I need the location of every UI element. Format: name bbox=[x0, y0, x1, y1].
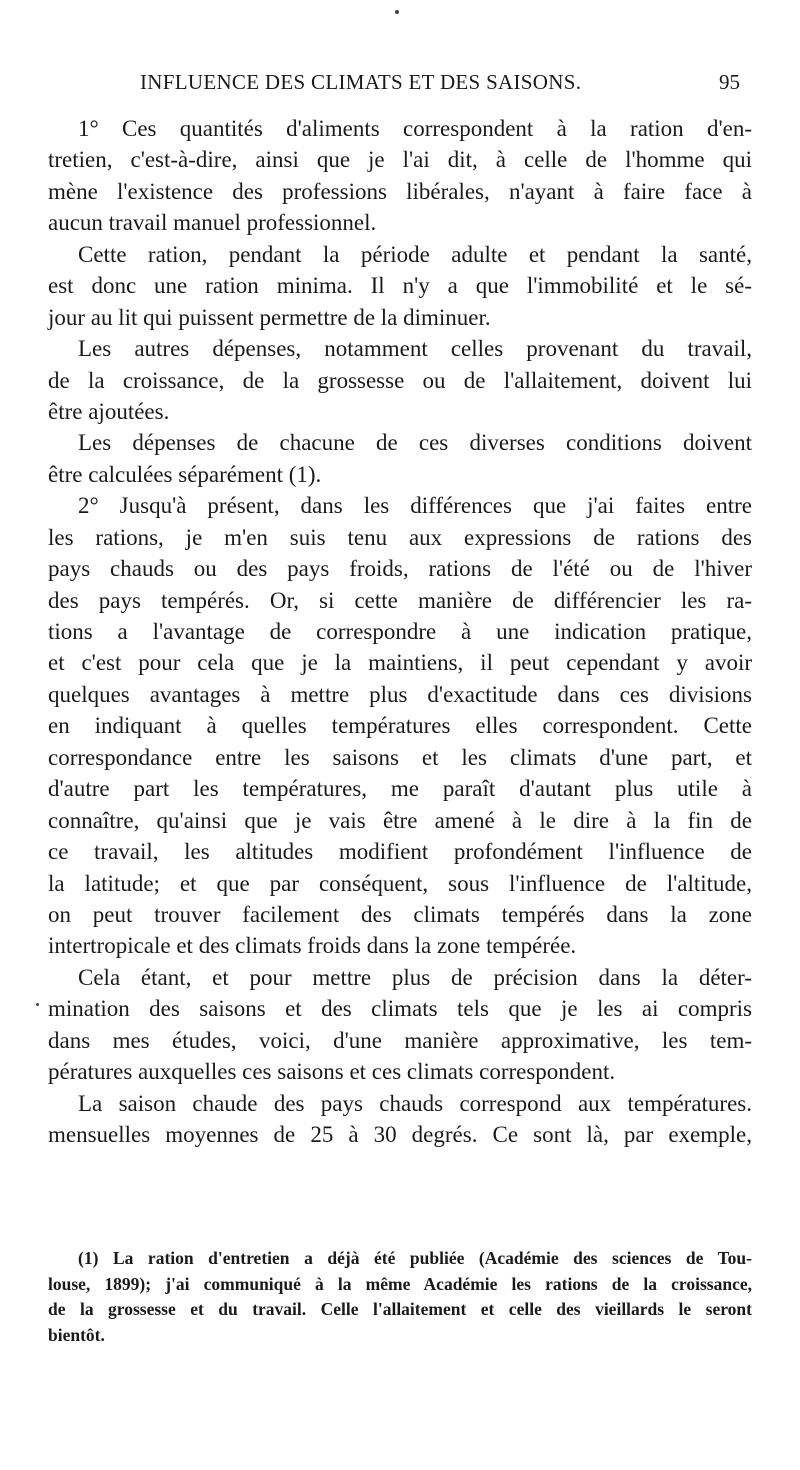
text-line: de la croissance, de la grossesse ou de l'allaitement, doivent lui bbox=[48, 367, 752, 393]
text-line: ce travail, les altitudes modifient profondément l'influence de bbox=[48, 839, 752, 865]
ink-speck bbox=[395, 10, 399, 14]
text-line: connaître, qu'ainsi que je vais être amené à le dire à la fin de bbox=[48, 807, 752, 833]
text-line: Les autres dépenses, notamment celles provenant du travail, bbox=[78, 336, 752, 362]
text-line: mination des saisons et des climats tels que je les ai compris bbox=[48, 996, 752, 1022]
text-line: aucun travail manuel professionnel. bbox=[48, 210, 377, 236]
text-line: et c'est pour cela que je la maintiens, il peut cependant y avoir bbox=[48, 650, 752, 676]
text-line: dans mes études, voici, d'une manière approximative, les tem- bbox=[48, 1027, 752, 1053]
text-line: on peut trouver facilement des climats tempérés dans la zone bbox=[48, 901, 752, 927]
text-line: 2° Jusqu'à présent, dans les différences que j'ai faites entre bbox=[78, 493, 752, 519]
text-line: jour au lit qui puissent permettre de la diminuer. bbox=[48, 304, 491, 330]
text-line: être ajoutées. bbox=[48, 398, 170, 424]
text-line: des pays tempérés. Or, si cette manière de différencier les ra- bbox=[48, 587, 752, 613]
text-line: correspondance entre les saisons et les climats d'une part, et bbox=[48, 744, 752, 770]
text-line: tretien, c'est-à-dire, ainsi que je l'ai dit, à celle de l'homme qui bbox=[48, 147, 752, 173]
text-line: d'autre part les températures, me paraît d'autant plus utile à bbox=[48, 776, 752, 802]
text-line: tions a l'avantage de correspondre à une indication pratique, bbox=[48, 619, 752, 644]
text-line: mène l'existence des professions libérales, n'ayant à faire face à bbox=[48, 178, 752, 204]
footnote-line: de la grossesse et du travail. Celle l'allaitement et celle des vieillards le seront bbox=[48, 1299, 752, 1319]
ink-speck bbox=[36, 1003, 39, 1006]
text-line: la latitude; et que par conséquent, sous l'influence de l'altitude, bbox=[48, 870, 752, 896]
running-head: INFLUENCE DES CLIMATS ET DES SAISONS. bbox=[140, 70, 582, 94]
footnote-line: (1) La ration d'entretien a déjà été publiée (Académie des sciences de Tou- bbox=[78, 1248, 752, 1268]
page-number: 95 bbox=[719, 70, 740, 94]
footnote-line: bientôt. bbox=[48, 1324, 105, 1345]
text-line: intertropicale et des climats froids dans la zone tempérée. bbox=[48, 933, 577, 959]
text-line: mensuelles moyennes de 25 à 30 degrés. Ce sont là, par exemple, bbox=[48, 1122, 752, 1147]
text-line: en indiquant à quelles températures elles correspondent. Cette bbox=[48, 713, 752, 739]
text-line: les rations, je m'en suis tenu aux expressions de rations des bbox=[48, 524, 752, 550]
text-line: Cette ration, pendant la période adulte et pendant la santé, bbox=[78, 241, 752, 267]
text-line: Les dépenses de chacune de ces diverses conditions doivent bbox=[78, 430, 752, 456]
footnote-line: louse, 1899); j'ai communiqué à la même Académie les rations de la croissance, bbox=[48, 1273, 752, 1294]
text-line: est donc une ration minima. Il n'y a que l'immobilité et le sé- bbox=[48, 273, 752, 299]
text-line: pays chauds ou des pays froids, rations de l'été ou de l'hiver bbox=[48, 556, 752, 582]
text-line: quelques avantages à mettre plus d'exactitude dans ces divisions bbox=[48, 681, 752, 707]
page-header bbox=[140, 70, 740, 104]
text-line: La saison chaude des pays chauds correspond aux températures. bbox=[78, 1090, 752, 1116]
footnotes bbox=[48, 1246, 752, 1348]
text-line: pératures auxquelles ces saisons et ces climats correspondent. bbox=[48, 1059, 616, 1085]
text-line: 1° Ces quantités d'aliments correspondent à la ration d'en- bbox=[78, 116, 752, 141]
body-text bbox=[48, 113, 752, 1150]
text-line: Cela étant, et pour mettre plus de précision dans la déter- bbox=[78, 964, 752, 990]
text-line: être calculées séparément (1). bbox=[48, 461, 322, 487]
